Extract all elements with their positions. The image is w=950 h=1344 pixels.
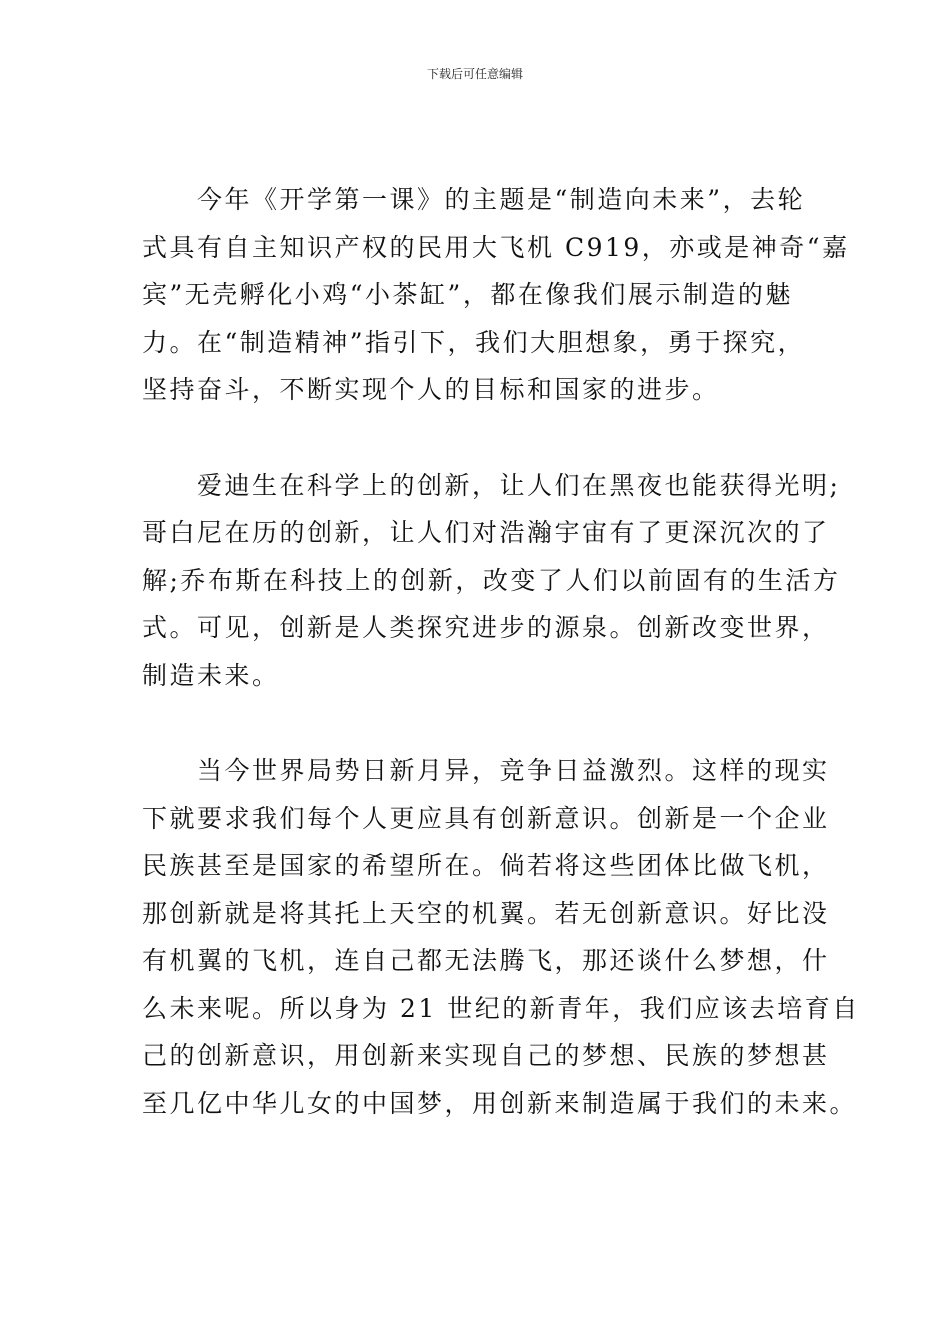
paragraph-line: 当今世界局势日新月异，竞争日益激烈。这样的现实 (197, 756, 830, 785)
paragraph-line: 式。可见，创新是人类探究进步的源泉。创新改变世界， (142, 613, 830, 642)
paragraph-line: 至几亿中华儿女的中国梦，用创新来制造属于我们的未来。 (142, 1088, 858, 1118)
paragraph-line: 力。在“制造精神”指引下，我们大胆想象，勇于探究， (142, 327, 806, 357)
paragraph-line: 宾”无壳孵化小鸡“小茶缸”，都在像我们展示制造的魅 (142, 280, 793, 309)
paragraph-line: 解;乔布斯在科技上的创新，改变了人们以前固有的生活方 (142, 565, 841, 595)
paragraph-line: 民族甚至是国家的希望所在。倘若将这些团体比做飞机， (142, 851, 830, 880)
paragraph-line: 今年《开学第一课》的主题是“制造向未来”，去轮 (197, 185, 806, 214)
paragraph-2 (142, 462, 841, 700)
paragraph-line: 己的创新意识，用创新来实现自己的梦想、民族的梦想甚 (142, 1041, 830, 1070)
paragraph-line: 坚持奋斗，不断实现个人的目标和国家的进步。 (142, 375, 720, 404)
paragraph-line: 式具有自主知识产权的民用大飞机 C919，亦或是神奇“嘉 (142, 232, 850, 262)
paragraph-line: 爱迪生在科学上的创新，让人们在黑夜也能获得光明; (197, 470, 841, 500)
paragraph-line: 下就要求我们每个人更应具有创新意识。创新是一个企业 (142, 803, 830, 833)
page-header-note: 下载后可任意编辑 (426, 67, 523, 81)
paragraph-line: 么未来呢。所以身为 21 世纪的新青年，我们应该去培育自 (142, 993, 860, 1023)
paragraph-line: 制造未来。 (142, 660, 280, 690)
paragraph-line: 有机翼的飞机，连自己都无法腾飞，那还谈什么梦想，什 (142, 946, 830, 975)
document-body (142, 176, 860, 1127)
paragraph-line: 那创新就是将其托上天空的机翼。若无创新意识。好比没 (142, 898, 830, 928)
paragraph-3 (142, 747, 860, 1127)
paragraph-line: 哥白尼在历的创新，让人们对浩瀚宇宙有了更深沉次的了 (142, 518, 830, 547)
paragraph-1 (142, 176, 850, 414)
